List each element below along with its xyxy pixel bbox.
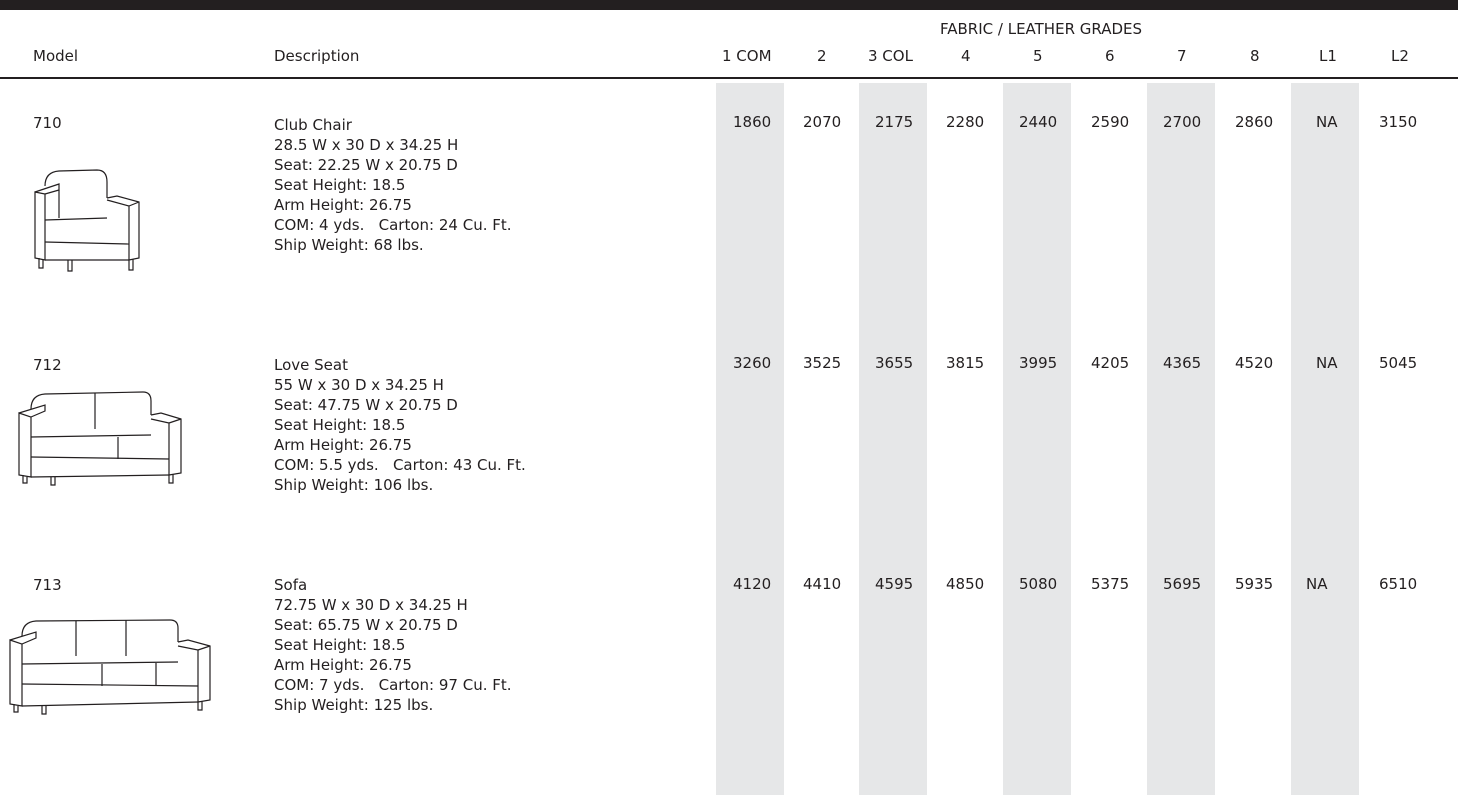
description-line: Ship Weight: 106 lbs. — [274, 476, 434, 494]
column-shade-1com — [716, 83, 784, 795]
price-cell: 4850 — [946, 575, 985, 593]
price-cell: 2070 — [803, 113, 842, 131]
model-number: 713 — [33, 576, 62, 594]
product-description — [274, 115, 512, 255]
description-line: Arm Height: 26.75 — [274, 656, 412, 674]
description-line: Arm Height: 26.75 — [274, 436, 412, 454]
description-line: Ship Weight: 68 lbs. — [274, 236, 424, 254]
description-line: Seat Height: 18.5 — [274, 416, 406, 434]
grade-header-5: 5 — [1033, 47, 1043, 65]
price-cell: 5375 — [1091, 575, 1130, 593]
model-header: Model — [33, 47, 79, 65]
grade-header-8: 8 — [1250, 47, 1260, 65]
description-line: Seat: 22.25 W x 20.75 D — [274, 156, 458, 174]
column-shade-3col — [859, 83, 927, 795]
description-line: 28.5 W x 30 D x 34.25 H — [274, 136, 459, 154]
product-description — [274, 575, 512, 715]
grade-header-l2: L2 — [1391, 47, 1409, 65]
price-cell: 2175 — [875, 113, 914, 131]
description-line: Ship Weight: 125 lbs. — [274, 696, 434, 714]
club-chair-drawing-icon — [31, 160, 143, 276]
description-line: Club Chair — [274, 116, 352, 134]
price-cell: 4205 — [1091, 354, 1130, 372]
price-cell: 5935 — [1235, 575, 1274, 593]
price-cell: 3525 — [803, 354, 842, 372]
price-cell: 4410 — [803, 575, 842, 593]
grades-heading: FABRIC / LEATHER GRADES — [940, 20, 1143, 38]
grade-header-4: 4 — [961, 47, 971, 65]
top-bar — [0, 0, 1458, 10]
price-cell: NA — [1316, 354, 1338, 372]
model-number: 712 — [33, 356, 62, 374]
price-cell: 5045 — [1379, 354, 1418, 372]
header-rule — [0, 77, 1458, 79]
price-cell: NA — [1316, 113, 1338, 131]
price-cell: 2590 — [1091, 113, 1130, 131]
model-number: 710 — [33, 114, 62, 132]
description-line: Seat: 65.75 W x 20.75 D — [274, 616, 458, 634]
price-cell: 3150 — [1379, 113, 1418, 131]
description-line: COM: 4 yds. Carton: 24 Cu. Ft. — [274, 216, 512, 234]
price-cell: 2860 — [1235, 113, 1274, 131]
price-cell: NA — [1306, 575, 1328, 593]
grade-header-3col: 3 COL — [868, 47, 913, 65]
grade-header-7: 7 — [1177, 47, 1187, 65]
price-cell: 2280 — [946, 113, 985, 131]
price-cell: 2440 — [1019, 113, 1058, 131]
price-cell: 4520 — [1235, 354, 1274, 372]
description-header: Description — [274, 47, 360, 65]
description-line: Seat: 47.75 W x 20.75 D — [274, 396, 458, 414]
grade-header-l1: L1 — [1319, 47, 1337, 65]
price-cell: 4365 — [1163, 354, 1202, 372]
price-cell: 3655 — [875, 354, 914, 372]
love-seat-drawing-icon — [15, 387, 185, 487]
price-cell: 3995 — [1019, 354, 1058, 372]
column-shade-7 — [1147, 83, 1215, 795]
description-line: Seat Height: 18.5 — [274, 176, 406, 194]
description-line: Arm Height: 26.75 — [274, 196, 412, 214]
grade-header-6: 6 — [1105, 47, 1115, 65]
price-cell: 5080 — [1019, 575, 1058, 593]
grade-header-2: 2 — [817, 47, 827, 65]
description-line: Love Seat — [274, 356, 348, 374]
sofa-drawing-icon — [4, 616, 216, 716]
product-description — [274, 355, 526, 495]
price-cell: 3260 — [733, 354, 772, 372]
description-line: Seat Height: 18.5 — [274, 636, 406, 654]
price-cell: 1860 — [733, 113, 772, 131]
price-cell: 4120 — [733, 575, 772, 593]
price-cell: 2700 — [1163, 113, 1202, 131]
grade-header-1com: 1 COM — [722, 47, 772, 65]
price-cell: 3815 — [946, 354, 985, 372]
description-line: 55 W x 30 D x 34.25 H — [274, 376, 444, 394]
description-line: COM: 5.5 yds. Carton: 43 Cu. Ft. — [274, 456, 526, 474]
description-line: Sofa — [274, 576, 308, 594]
description-line: COM: 7 yds. Carton: 97 Cu. Ft. — [274, 676, 512, 694]
column-shade-l1 — [1291, 83, 1359, 795]
price-cell: 4595 — [875, 575, 914, 593]
price-cell: 6510 — [1379, 575, 1418, 593]
price-cell: 5695 — [1163, 575, 1202, 593]
description-line: 72.75 W x 30 D x 34.25 H — [274, 596, 468, 614]
column-shade-5 — [1003, 83, 1071, 795]
